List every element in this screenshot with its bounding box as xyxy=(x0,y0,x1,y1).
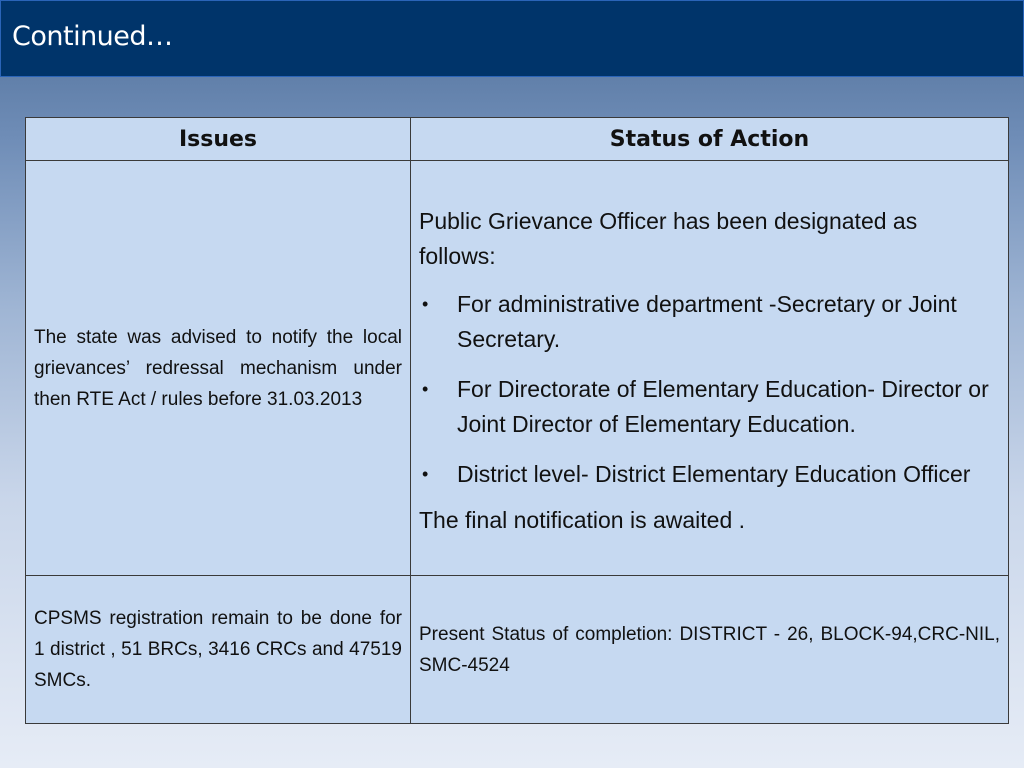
table-row xyxy=(26,161,1009,576)
bullet-text: District level- District Elementary Education Officer xyxy=(457,461,971,487)
bullet-icon: • xyxy=(422,379,429,399)
issue-cell xyxy=(26,576,411,724)
status-final-note: The final notification is awaited . xyxy=(419,507,746,533)
status-cell xyxy=(411,576,1009,724)
status-bullet-list xyxy=(419,287,1000,492)
table-header-row xyxy=(26,118,1009,161)
header-status-of-action: Status of Action xyxy=(411,118,1009,161)
issues-status-table xyxy=(25,117,1009,724)
slide-title-bar xyxy=(0,0,1024,77)
bullet-text: For Directorate of Elementary Education- Director or Joint Director of Elementary Education. xyxy=(457,376,989,437)
status-text: Present Status of completion: DISTRICT - 26, BLOCK-94,CRC-NIL, SMC-4524 xyxy=(419,623,1000,676)
slide-title: Continued… xyxy=(12,21,173,52)
status-cell xyxy=(411,161,1009,576)
list-item xyxy=(419,372,1000,442)
header-issues: Issues xyxy=(26,118,411,161)
bullet-text: For administrative department -Secretary or Joint Secretary. xyxy=(457,291,957,352)
bullet-icon: • xyxy=(422,464,429,484)
list-item xyxy=(419,287,1000,357)
table-row xyxy=(26,576,1009,724)
issue-text: The state was advised to notify the local grievances’ redressal mechanism under then RTE Act / rules before 31.03.2013 xyxy=(34,326,402,410)
issue-cell xyxy=(26,161,411,576)
status-intro: Public Grievance Officer has been designated as follows: xyxy=(419,208,918,269)
bullet-icon: • xyxy=(422,294,429,314)
list-item xyxy=(419,457,1000,492)
issue-text: CPSMS registration remain to be done for 1 district , 51 BRCs, 3416 CRCs and 47519 SMCs. xyxy=(34,608,402,691)
